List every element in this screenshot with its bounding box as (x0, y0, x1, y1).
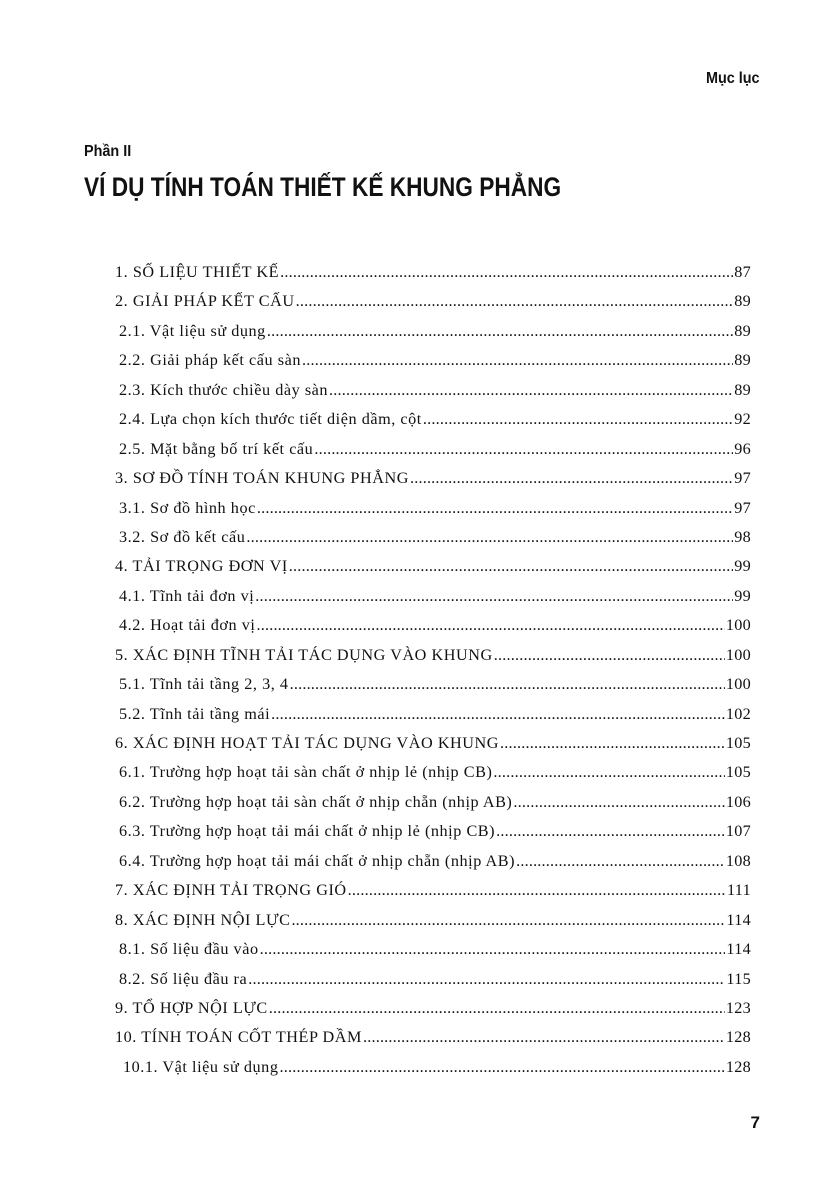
toc-entry[interactable] (115, 464, 751, 493)
toc-entry[interactable] (115, 994, 751, 1023)
toc-leader-dots (267, 317, 733, 346)
running-header-title: Mục lục (706, 70, 760, 87)
toc-entry-text: 4.1. Tĩnh tải đơn vị (119, 586, 255, 605)
toc-entry-page: 97 (734, 469, 751, 488)
toc-entry-page: 106 (725, 792, 751, 811)
toc-leader-dots (257, 494, 733, 523)
toc-leader-dots (260, 935, 726, 964)
toc-entry[interactable] (115, 906, 751, 935)
toc-entry-page: 123 (725, 998, 751, 1017)
toc-entry-page: 107 (725, 822, 751, 841)
toc-leader-dots (289, 552, 733, 581)
toc-leader-dots (493, 758, 724, 787)
toc-leader-dots (348, 876, 726, 905)
toc-entry-page: 89 (734, 351, 751, 370)
page-number: 7 (750, 1113, 760, 1132)
toc-entry-text: 6.4. Trường hợp hoạt tải mái chất ở nhịp chẵn (nhịp AB) (119, 851, 516, 870)
toc-leader-dots (279, 1053, 724, 1082)
toc-leader-dots (302, 346, 733, 375)
toc-leader-dots (255, 582, 733, 611)
toc-entry[interactable] (115, 729, 751, 758)
toc-subentry[interactable] (115, 346, 751, 375)
toc-entry-text: 2.4. Lựa chọn kích thước tiết diện dầm, cột (119, 410, 422, 429)
toc-entry-text: 2. GIẢI PHÁP KẾT CẤU (115, 292, 295, 311)
toc-subentry[interactable] (115, 817, 751, 846)
toc-entry[interactable] (115, 258, 751, 287)
toc-subentry[interactable] (115, 405, 751, 434)
toc-entry-page: 108 (725, 851, 751, 870)
toc-entry-page: 114 (726, 910, 751, 929)
toc-leader-dots (280, 258, 733, 287)
toc-entry[interactable] (115, 287, 751, 316)
part-label: Phần II (84, 143, 132, 160)
toc-leader-dots (269, 994, 725, 1023)
toc-subentry[interactable] (115, 582, 751, 611)
toc-leader-dots (500, 729, 725, 758)
toc-subentry[interactable] (115, 1053, 751, 1082)
toc-entry-page: 96 (734, 439, 751, 458)
toc-subentry[interactable] (115, 670, 751, 699)
toc-entry-page: 89 (734, 321, 751, 340)
toc-leader-dots (516, 847, 725, 876)
toc-subentry[interactable] (115, 788, 751, 817)
toc-entry-text: 7. XÁC ĐỊNH TẢI TRỌNG GIÓ (115, 881, 347, 900)
toc-entry-text: 3. SƠ ĐỒ TÍNH TOÁN KHUNG PHẲNG (115, 469, 409, 488)
table-of-contents (115, 258, 751, 1082)
toc-leader-dots (271, 700, 725, 729)
toc-subentry[interactable] (115, 523, 751, 552)
toc-subentry[interactable] (115, 847, 751, 876)
toc-entry-page: 111 (727, 881, 751, 900)
toc-leader-dots (410, 464, 733, 493)
toc-leader-dots (423, 405, 733, 434)
toc-entry-text: 6.1. Trường hợp hoạt tải sàn chất ở nhịp lẻ (nhịp CB) (119, 763, 493, 782)
toc-leader-dots (256, 611, 724, 640)
toc-subentry[interactable] (115, 935, 751, 964)
toc-leader-dots (248, 965, 725, 994)
toc-entry-page: 128 (725, 1028, 751, 1047)
toc-leader-dots (314, 435, 733, 464)
toc-entry-text: 3.2. Sơ đồ kết cấu (119, 527, 246, 546)
toc-entry-page: 114 (726, 940, 751, 959)
toc-subentry[interactable] (115, 611, 751, 640)
toc-leader-dots (290, 670, 725, 699)
toc-subentry[interactable] (115, 965, 751, 994)
toc-entry-text: 2.3. Kích thước chiều dày sàn (119, 380, 329, 399)
toc-subentry[interactable] (115, 758, 751, 787)
toc-entry-page: 115 (726, 969, 751, 988)
toc-leader-dots (363, 1023, 725, 1052)
toc-entry[interactable] (115, 641, 751, 670)
toc-entry-text: 5. XÁC ĐỊNH TĨNH TẢI TÁC DỤNG VÀO KHUNG (115, 645, 493, 664)
toc-entry-text: 4. TẢI TRỌNG ĐƠN VỊ (115, 557, 288, 576)
toc-entry-page: 89 (734, 292, 751, 311)
toc-entry-text: 9. TỔ HỢP NỘI LỰC (115, 998, 268, 1017)
toc-entry-text: 3.1. Sơ đồ hình học (119, 498, 256, 517)
toc-entry-text: 2.5. Mặt bằng bố trí kết cấu (119, 439, 314, 458)
toc-entry-page: 87 (734, 263, 751, 281)
toc-subentry[interactable] (115, 317, 751, 346)
toc-subentry[interactable] (115, 435, 751, 464)
toc-entry[interactable] (115, 552, 751, 581)
toc-entry-text: 8.1. Số liệu đầu vào (119, 940, 259, 959)
toc-entry-page: 99 (734, 586, 751, 605)
toc-entry-text: 10. TÍNH TOÁN CỐT THÉP DẦM (115, 1028, 362, 1047)
toc-entry-text: 5.1. Tĩnh tải tầng 2, 3, 4 (119, 675, 289, 694)
toc-leader-dots (496, 817, 725, 846)
toc-entry-text: 6.3. Trường hợp hoạt tải mái chất ở nhịp lẻ (nhịp CB) (119, 822, 496, 841)
toc-entry-text: 8. XÁC ĐỊNH NỘI LỰC (115, 910, 291, 929)
toc-leader-dots (513, 788, 724, 817)
toc-entry[interactable] (115, 1023, 751, 1052)
toc-entry-page: 100 (725, 616, 751, 635)
toc-entry-text: 1. SỐ LIỆU THIẾT KẾ (115, 263, 280, 281)
toc-leader-dots (296, 287, 734, 316)
toc-entry-page: 92 (734, 410, 751, 429)
toc-entry-text: 4.2. Hoạt tải đơn vị (119, 616, 256, 635)
toc-entry-text: 6. XÁC ĐỊNH HOẠT TẢI TÁC DỤNG VÀO KHUNG (115, 734, 500, 752)
toc-leader-dots (246, 523, 733, 552)
toc-entry-page: 102 (725, 704, 751, 723)
part-title: VÍ DỤ TÍNH TOÁN THIẾT KẾ KHUNG PHẲNG (84, 172, 562, 202)
toc-entry-page: 100 (725, 675, 751, 694)
toc-entry-page: 128 (725, 1057, 751, 1076)
toc-entry-page: 98 (734, 527, 751, 546)
toc-entry-page: 100 (725, 645, 751, 664)
toc-entry-text: 2.1. Vật liệu sử dụng (119, 321, 266, 340)
toc-entry-text: 10.1. Vật liệu sử dụng (123, 1057, 279, 1076)
toc-entry-page: 105 (725, 734, 751, 752)
toc-entry-page: 97 (734, 498, 751, 517)
toc-entry[interactable] (115, 876, 751, 905)
toc-leader-dots (494, 641, 725, 670)
toc-leader-dots (291, 906, 725, 935)
toc-subentry[interactable] (115, 700, 751, 729)
toc-leader-dots (329, 376, 733, 405)
toc-entry-text: 2.2. Giải pháp kết cấu sàn (119, 351, 301, 370)
toc-entry-text: 5.2. Tĩnh tải tầng mái (119, 704, 271, 723)
toc-entry-text: 8.2. Số liệu đầu ra (119, 969, 248, 988)
toc-entry-page: 99 (734, 557, 751, 576)
toc-subentry[interactable] (115, 376, 751, 405)
toc-entry-page: 105 (725, 763, 751, 782)
toc-subentry[interactable] (115, 494, 751, 523)
toc-entry-text: 6.2. Trường hợp hoạt tải sàn chất ở nhịp chẵn (nhịp AB) (119, 792, 513, 811)
toc-entry-page: 89 (734, 380, 751, 399)
